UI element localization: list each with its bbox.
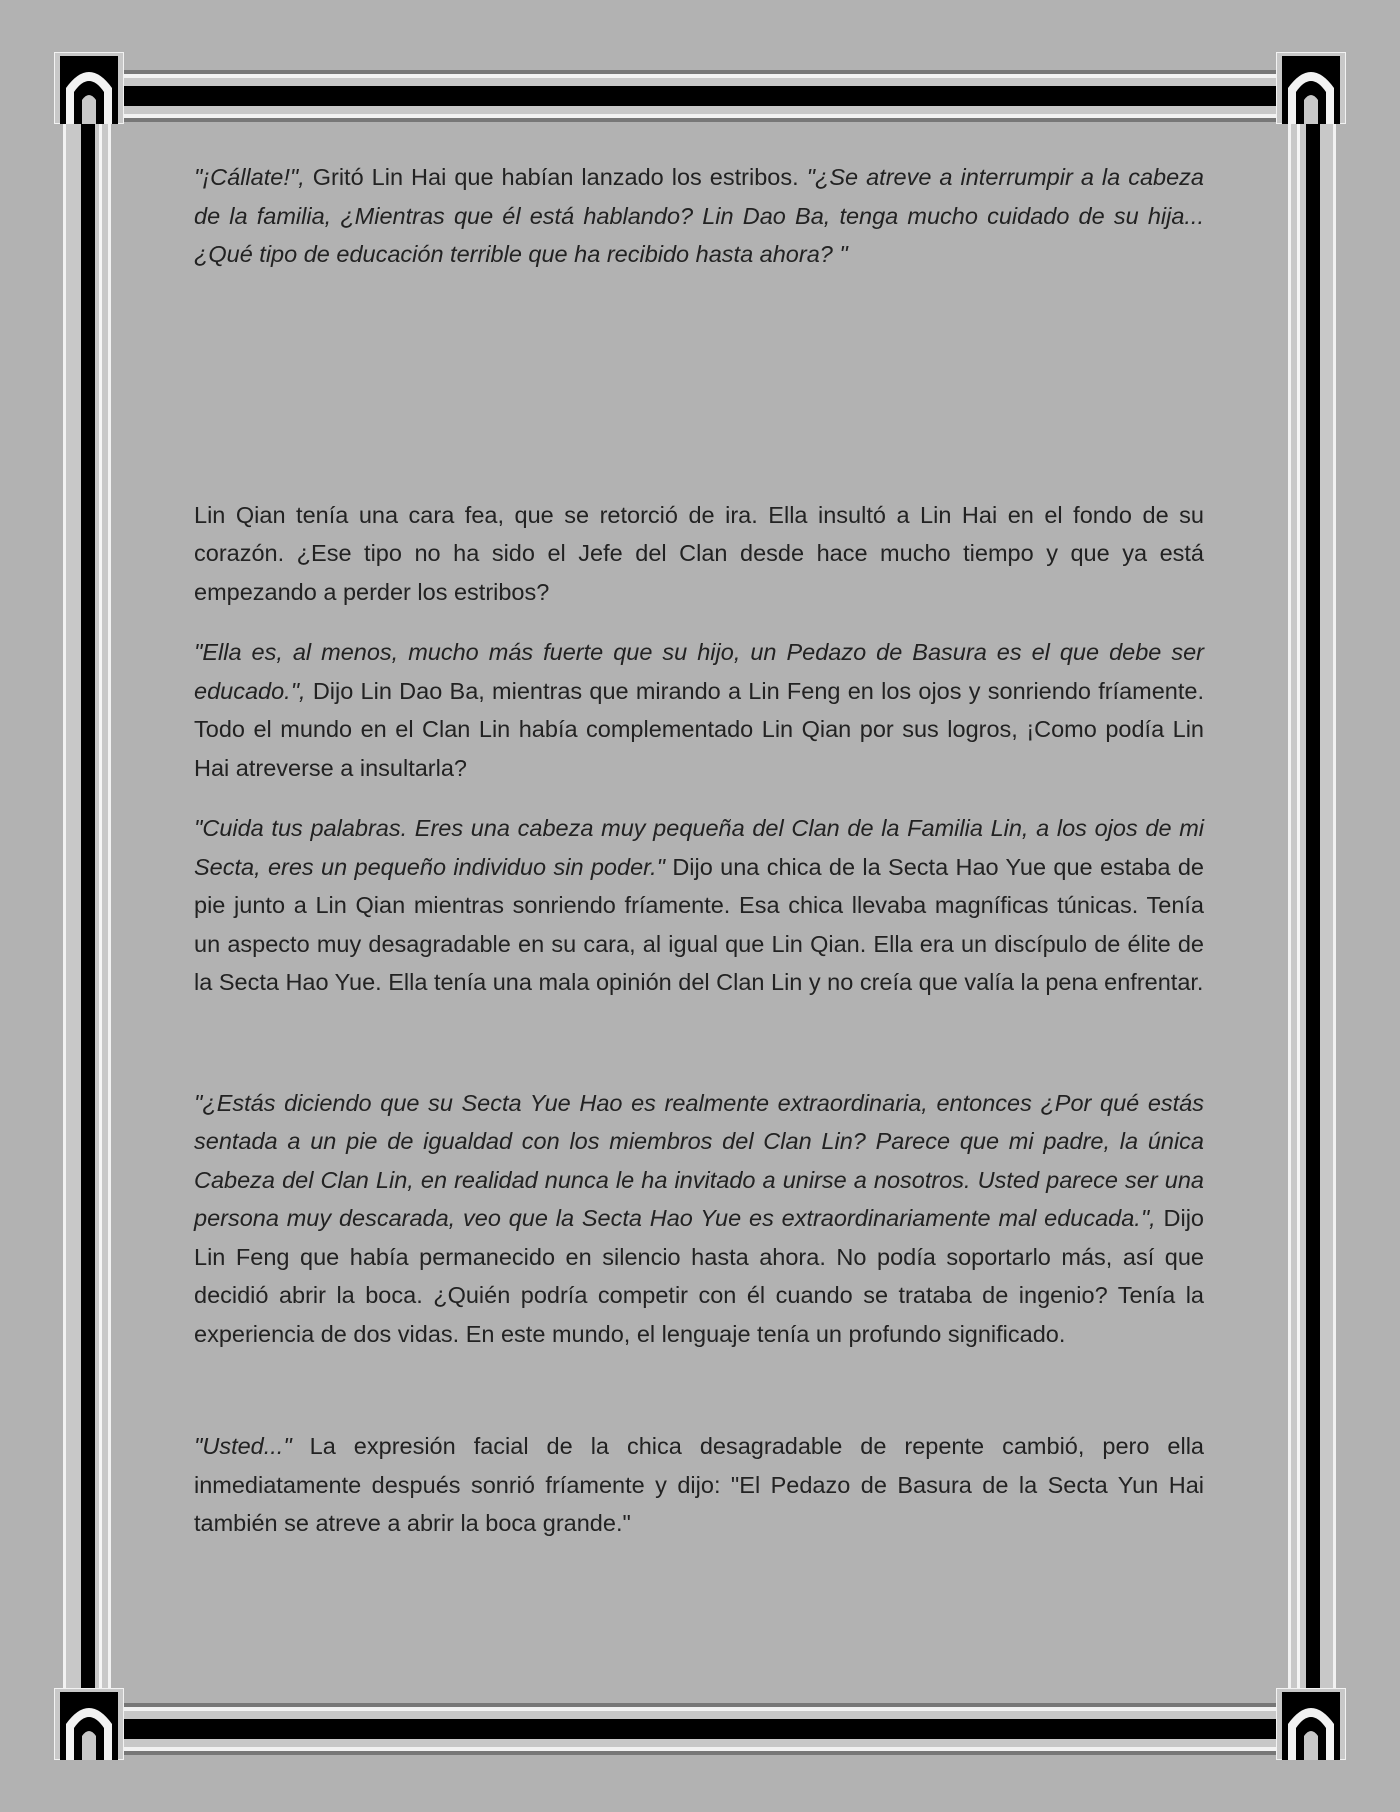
text-segment: La expresión facial de la chica desagradable de repente cambió, pero ella inmediatamente después sonrió fríamente y dijo: "El Pedazo de Basura de la Secta Yun Hai también se atreve a abrir la boca grande." <box>194 1433 1204 1536</box>
frame-bottom-bar <box>110 1707 1290 1751</box>
paragraph-6 <box>194 1427 1204 1543</box>
blank-space <box>194 1375 1204 1427</box>
paragraph-5 <box>194 1084 1204 1354</box>
text-segment: "Usted..." <box>194 1433 292 1459</box>
paragraph-2 <box>194 496 1204 612</box>
frame-left-bar <box>63 112 111 1700</box>
paragraph-1 <box>194 158 1204 274</box>
paragraph-3 <box>194 633 1204 787</box>
arch-ornament-icon <box>54 52 124 124</box>
blank-space <box>194 296 1204 496</box>
arch-ornament-icon <box>1276 52 1346 124</box>
text-segment: Gritó Lin Hai que habían lanzado los estribos. <box>304 164 807 190</box>
text-segment: Dijo Lin Dao Ba, mientras que mirando a Lin Feng en los ojos y sonriendo fríamente. Todo el mundo en el Clan Lin había complementado Lin Qian por sus logros, ¡Como podía Lin Hai atreverse a insultarla? <box>194 677 1204 781</box>
blank-space <box>194 1024 1204 1084</box>
frame-top-bar <box>110 74 1290 118</box>
text-segment: "Cuida tus palabras. Eres una cabeza muy pequeña del Clan de la Familia Lin, a los ojos de mi Secta, eres un pequeño individuo sin poder." <box>194 815 1204 880</box>
text-segment: Lin Qian tenía una cara fea, que se retorció de ira. Ella insultó a Lin Hai en el fondo de su corazón. ¿Ese tipo no ha sido el Jefe del Clan desde hace mucho tiempo y que ya está empezando a perder los estribos? <box>194 501 1204 605</box>
text-segment: "¡Cállate!", <box>194 164 305 190</box>
arch-ornament-icon <box>54 1688 124 1760</box>
frame-right-bar <box>1288 112 1336 1700</box>
text-segment: "¿Se atreve a interrumpir a la cabeza de la familia, ¿Mientras que él está hablando? Lin Dao Ba, tenga mucho cuidado de su hija... ¿Qué tipo de educación terrible que ha recibido hasta ahora? " <box>194 164 1204 267</box>
text-segment: Dijo Lin Feng que había permanecido en silencio hasta ahora. No podía soportarlo más, así que decidió abrir la boca. ¿Quién podría competir con él cuando se trataba de ingenio? Tenía la experiencia de dos vidas. En este mundo, el lenguaje tenía un profundo significado. <box>194 1205 1204 1347</box>
paragraph-4 <box>194 809 1204 1002</box>
text-segment: "¿Estás diciendo que su Secta Yue Hao es realmente extraordinaria, entonces ¿Por qué estás sentada a un pie de igualdad con los miembros del Clan Lin? Parece que mi padre, la única Cabeza del Clan Lin, en realidad nunca le ha invitado a unirse a nosotros. Usted parece ser una persona muy descarada, veo que la Secta Hao Yue es extraordinariamente mal educada.", <box>194 1089 1204 1231</box>
text-segment: "Ella es, al menos, mucho más fuerte que su hijo, un Pedazo de Basura es el que debe ser educado.", <box>194 639 1204 704</box>
text-segment: Dijo una chica de la Secta Hao Yue que estaba de pie junto a Lin Qian mientras sonriendo fríamente. Esa chica llevaba magníficas túnicas. Tenía un aspecto muy desagradable en su cara, al igual que Lin Qian. Ella era un discípulo de élite de la Secta Hao Yue. Ella tenía una mala opinión del Clan Lin y no creía que valía la pena enfrentar. <box>194 853 1204 995</box>
document-body <box>194 158 1204 1565</box>
arch-ornament-icon <box>1276 1688 1346 1760</box>
